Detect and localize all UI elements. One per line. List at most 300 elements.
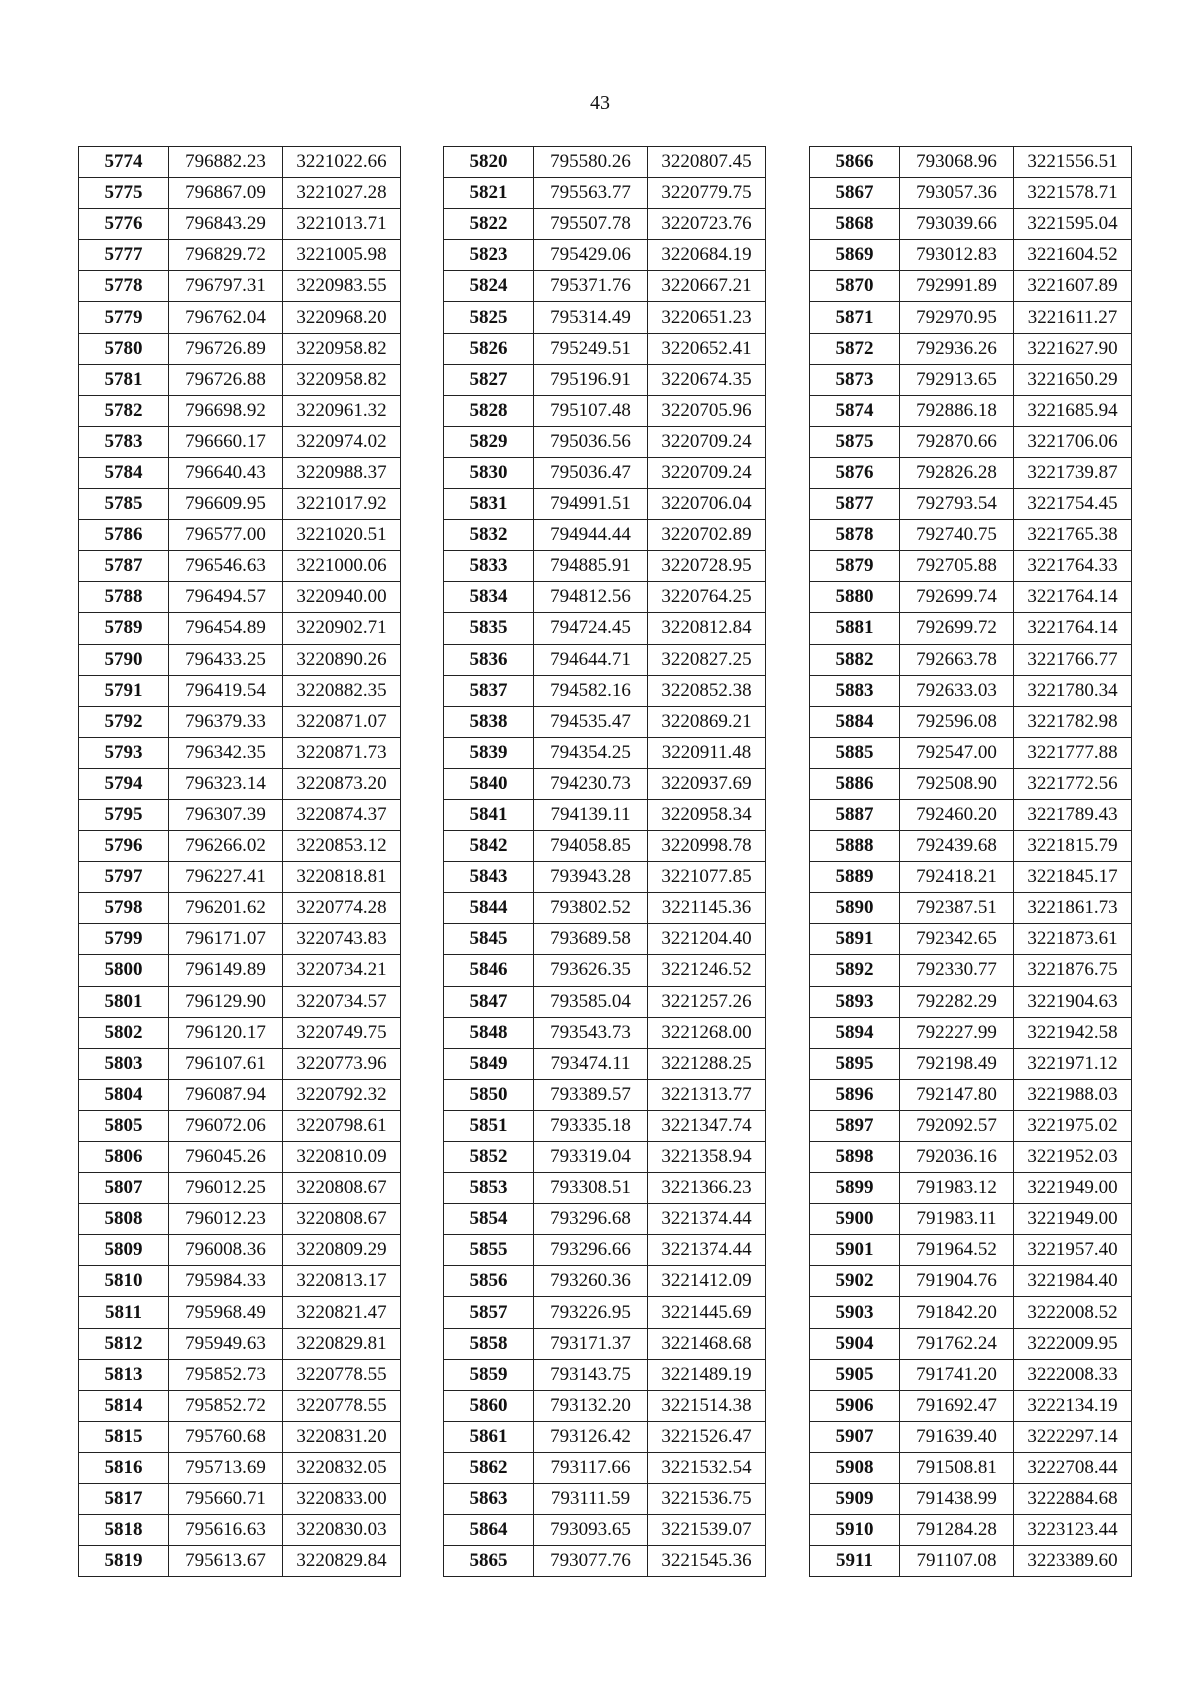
point-id-cell: 5868 xyxy=(810,209,900,240)
coordinate-x-cell: 791964.52 xyxy=(900,1235,1014,1266)
table-row xyxy=(810,1142,1132,1173)
coordinate-x-cell: 793068.96 xyxy=(900,147,1014,178)
table-row xyxy=(444,1048,766,1079)
point-id-cell: 5904 xyxy=(810,1328,900,1359)
point-id-cell: 5884 xyxy=(810,706,900,737)
table-row xyxy=(444,1235,766,1266)
coordinate-x-cell: 792460.20 xyxy=(900,799,1014,830)
coordinate-y-cell: 3220911.48 xyxy=(648,737,766,768)
table-row xyxy=(810,489,1132,520)
coordinate-y-cell: 3221772.56 xyxy=(1014,768,1132,799)
coordinate-y-cell: 3220702.89 xyxy=(648,520,766,551)
coordinate-x-cell: 791983.11 xyxy=(900,1204,1014,1235)
point-id-cell: 5840 xyxy=(444,768,534,799)
coordinate-y-cell: 3222708.44 xyxy=(1014,1452,1132,1483)
point-id-cell: 5891 xyxy=(810,924,900,955)
point-id-cell: 5800 xyxy=(79,955,169,986)
coordinate-y-cell: 3222884.68 xyxy=(1014,1484,1132,1515)
table-row xyxy=(810,1110,1132,1141)
point-id-cell: 5873 xyxy=(810,364,900,395)
coordinate-x-cell: 796726.89 xyxy=(169,333,283,364)
point-id-cell: 5911 xyxy=(810,1546,900,1577)
coordinate-x-cell: 792342.65 xyxy=(900,924,1014,955)
point-id-cell: 5829 xyxy=(444,426,534,457)
table-row xyxy=(79,1235,401,1266)
coordinate-x-cell: 796797.31 xyxy=(169,271,283,302)
coordinate-y-cell: 3220812.84 xyxy=(648,613,766,644)
table-row xyxy=(444,1266,766,1297)
coordinate-x-cell: 794582.16 xyxy=(534,675,648,706)
point-id-cell: 5906 xyxy=(810,1390,900,1421)
coordinate-x-cell: 792913.65 xyxy=(900,364,1014,395)
table-row xyxy=(79,240,401,271)
table-row xyxy=(79,986,401,1017)
coordinate-y-cell: 3221988.03 xyxy=(1014,1079,1132,1110)
point-id-cell: 5893 xyxy=(810,986,900,1017)
coordinate-x-cell: 794058.85 xyxy=(534,831,648,862)
point-id-cell: 5882 xyxy=(810,644,900,675)
table-row xyxy=(79,333,401,364)
point-id-cell: 5826 xyxy=(444,333,534,364)
coordinate-x-cell: 791284.28 xyxy=(900,1515,1014,1546)
table-row xyxy=(79,799,401,830)
table-row xyxy=(810,955,1132,986)
table-row xyxy=(79,1017,401,1048)
table-row xyxy=(810,986,1132,1017)
coordinate-y-cell: 3221374.44 xyxy=(648,1204,766,1235)
table-row xyxy=(444,1079,766,1110)
point-id-cell: 5827 xyxy=(444,364,534,395)
coordinate-x-cell: 793057.36 xyxy=(900,178,1014,209)
coordinate-y-cell: 3221366.23 xyxy=(648,1173,766,1204)
coordinate-x-cell: 796307.39 xyxy=(169,799,283,830)
coordinate-y-cell: 3220723.76 xyxy=(648,209,766,240)
coordinate-x-cell: 792227.99 xyxy=(900,1017,1014,1048)
coordinate-x-cell: 796882.23 xyxy=(169,147,283,178)
point-id-cell: 5817 xyxy=(79,1484,169,1515)
coordinate-y-cell: 3221764.14 xyxy=(1014,613,1132,644)
point-id-cell: 5866 xyxy=(810,147,900,178)
coordinate-x-cell: 794812.56 xyxy=(534,582,648,613)
point-id-cell: 5908 xyxy=(810,1452,900,1483)
coordinate-y-cell: 3222009.95 xyxy=(1014,1328,1132,1359)
coordinate-x-cell: 795036.56 xyxy=(534,426,648,457)
table-row xyxy=(79,489,401,520)
point-id-cell: 5900 xyxy=(810,1204,900,1235)
table-row xyxy=(444,831,766,862)
table-row xyxy=(444,1173,766,1204)
coordinate-y-cell: 3220829.81 xyxy=(283,1328,401,1359)
point-id-cell: 5782 xyxy=(79,395,169,426)
coordinate-x-cell: 792036.16 xyxy=(900,1142,1014,1173)
table-row xyxy=(79,1110,401,1141)
point-id-cell: 5828 xyxy=(444,395,534,426)
point-id-cell: 5898 xyxy=(810,1142,900,1173)
table-row xyxy=(444,706,766,737)
table-row xyxy=(810,147,1132,178)
coordinate-y-cell: 3221288.25 xyxy=(648,1048,766,1079)
coordinate-y-cell: 3221789.43 xyxy=(1014,799,1132,830)
coordinate-y-cell: 3221536.75 xyxy=(648,1484,766,1515)
table-row xyxy=(810,644,1132,675)
coordinate-y-cell: 3220958.34 xyxy=(648,799,766,830)
coordinate-y-cell: 3220890.26 xyxy=(283,644,401,675)
table-row xyxy=(810,706,1132,737)
coordinate-x-cell: 795968.49 xyxy=(169,1297,283,1328)
coordinate-x-cell: 796227.41 xyxy=(169,862,283,893)
point-id-cell: 5778 xyxy=(79,271,169,302)
coordinate-y-cell: 3221780.34 xyxy=(1014,675,1132,706)
coordinate-x-cell: 794139.11 xyxy=(534,799,648,830)
coordinate-y-cell: 3220809.29 xyxy=(283,1235,401,1266)
point-id-cell: 5888 xyxy=(810,831,900,862)
table-row xyxy=(444,147,766,178)
table-row xyxy=(444,1017,766,1048)
point-id-cell: 5855 xyxy=(444,1235,534,1266)
coordinate-x-cell: 793585.04 xyxy=(534,986,648,1017)
table-row xyxy=(444,613,766,644)
table-row xyxy=(810,302,1132,333)
coordinate-x-cell: 796008.36 xyxy=(169,1235,283,1266)
point-id-cell: 5903 xyxy=(810,1297,900,1328)
coordinate-x-cell: 795713.69 xyxy=(169,1452,283,1483)
coordinate-y-cell: 3220728.95 xyxy=(648,551,766,582)
point-id-cell: 5775 xyxy=(79,178,169,209)
coordinate-x-cell: 792439.68 xyxy=(900,831,1014,862)
coordinate-x-cell: 794944.44 xyxy=(534,520,648,551)
point-id-cell: 5799 xyxy=(79,924,169,955)
coordinate-x-cell: 791842.20 xyxy=(900,1297,1014,1328)
coordinate-x-cell: 793093.65 xyxy=(534,1515,648,1546)
coordinate-y-cell: 3220940.00 xyxy=(283,582,401,613)
coordinate-x-cell: 792147.80 xyxy=(900,1079,1014,1110)
table-row xyxy=(444,768,766,799)
coordinate-x-cell: 792633.03 xyxy=(900,675,1014,706)
point-id-cell: 5886 xyxy=(810,768,900,799)
point-id-cell: 5786 xyxy=(79,520,169,551)
table-row xyxy=(810,364,1132,395)
table-row xyxy=(810,240,1132,271)
coordinate-y-cell: 3223389.60 xyxy=(1014,1546,1132,1577)
point-id-cell: 5844 xyxy=(444,893,534,924)
table-row xyxy=(810,1359,1132,1390)
point-id-cell: 5862 xyxy=(444,1452,534,1483)
table-row xyxy=(79,1297,401,1328)
coordinate-x-cell: 796494.57 xyxy=(169,582,283,613)
point-id-cell: 5811 xyxy=(79,1297,169,1328)
table-row xyxy=(79,147,401,178)
coordinate-y-cell: 3221347.74 xyxy=(648,1110,766,1141)
coordinate-y-cell: 3220882.35 xyxy=(283,675,401,706)
coordinate-y-cell: 3221539.07 xyxy=(648,1515,766,1546)
coordinate-y-cell: 3221782.98 xyxy=(1014,706,1132,737)
point-id-cell: 5850 xyxy=(444,1079,534,1110)
table-row xyxy=(444,893,766,924)
point-id-cell: 5838 xyxy=(444,706,534,737)
coordinate-y-cell: 3220734.21 xyxy=(283,955,401,986)
point-id-cell: 5809 xyxy=(79,1235,169,1266)
point-id-cell: 5881 xyxy=(810,613,900,644)
point-id-cell: 5857 xyxy=(444,1297,534,1328)
point-id-cell: 5785 xyxy=(79,489,169,520)
table-row xyxy=(79,924,401,955)
table-row xyxy=(444,178,766,209)
point-id-cell: 5901 xyxy=(810,1235,900,1266)
point-id-cell: 5801 xyxy=(79,986,169,1017)
point-id-cell: 5813 xyxy=(79,1359,169,1390)
table-row xyxy=(444,426,766,457)
point-id-cell: 5845 xyxy=(444,924,534,955)
coordinate-y-cell: 3221764.14 xyxy=(1014,582,1132,613)
coordinate-x-cell: 796149.89 xyxy=(169,955,283,986)
coordinate-x-cell: 792547.00 xyxy=(900,737,1014,768)
point-id-cell: 5776 xyxy=(79,209,169,240)
coordinate-y-cell: 3220709.24 xyxy=(648,426,766,457)
coordinate-y-cell: 3220832.05 xyxy=(283,1452,401,1483)
coordinate-x-cell: 796843.29 xyxy=(169,209,283,240)
point-id-cell: 5788 xyxy=(79,582,169,613)
coordinate-y-cell: 3220902.71 xyxy=(283,613,401,644)
point-id-cell: 5890 xyxy=(810,893,900,924)
coordinate-x-cell: 796433.25 xyxy=(169,644,283,675)
coordinate-x-cell: 794991.51 xyxy=(534,489,648,520)
point-id-cell: 5885 xyxy=(810,737,900,768)
point-id-cell: 5880 xyxy=(810,582,900,613)
point-id-cell: 5818 xyxy=(79,1515,169,1546)
coordinate-x-cell: 795984.33 xyxy=(169,1266,283,1297)
coordinate-x-cell: 792936.26 xyxy=(900,333,1014,364)
coordinate-x-cell: 792991.89 xyxy=(900,271,1014,302)
table-row xyxy=(444,675,766,706)
table-row xyxy=(79,1515,401,1546)
coordinate-y-cell: 3220684.19 xyxy=(648,240,766,271)
point-id-cell: 5856 xyxy=(444,1266,534,1297)
coordinate-x-cell: 793389.57 xyxy=(534,1079,648,1110)
point-id-cell: 5831 xyxy=(444,489,534,520)
coordinate-x-cell: 793039.66 xyxy=(900,209,1014,240)
coordinate-x-cell: 796323.14 xyxy=(169,768,283,799)
table-row xyxy=(79,1421,401,1452)
point-id-cell: 5808 xyxy=(79,1204,169,1235)
point-id-cell: 5843 xyxy=(444,862,534,893)
point-id-cell: 5848 xyxy=(444,1017,534,1048)
table-row xyxy=(810,1173,1132,1204)
point-id-cell: 5822 xyxy=(444,209,534,240)
point-id-cell: 5859 xyxy=(444,1359,534,1390)
point-id-cell: 5781 xyxy=(79,364,169,395)
point-id-cell: 5814 xyxy=(79,1390,169,1421)
table-row xyxy=(79,737,401,768)
point-id-cell: 5861 xyxy=(444,1421,534,1452)
point-id-cell: 5841 xyxy=(444,799,534,830)
coordinate-y-cell: 3220829.84 xyxy=(283,1546,401,1577)
coordinate-x-cell: 791904.76 xyxy=(900,1266,1014,1297)
coordinate-y-cell: 3222008.33 xyxy=(1014,1359,1132,1390)
table-row xyxy=(810,862,1132,893)
coordinate-x-cell: 791508.81 xyxy=(900,1452,1014,1483)
table-row xyxy=(79,271,401,302)
coordinate-y-cell: 3220813.17 xyxy=(283,1266,401,1297)
coordinate-x-cell: 794354.25 xyxy=(534,737,648,768)
point-id-cell: 5871 xyxy=(810,302,900,333)
coordinate-x-cell: 795660.71 xyxy=(169,1484,283,1515)
coordinate-y-cell: 3220764.25 xyxy=(648,582,766,613)
coordinate-y-cell: 3220705.96 xyxy=(648,395,766,426)
coordinate-y-cell: 3221445.69 xyxy=(648,1297,766,1328)
coordinate-y-cell: 3221526.47 xyxy=(648,1421,766,1452)
coordinate-y-cell: 3220830.03 xyxy=(283,1515,401,1546)
table-row xyxy=(79,644,401,675)
coordinate-y-cell: 3221611.27 xyxy=(1014,302,1132,333)
coordinate-y-cell: 3220749.75 xyxy=(283,1017,401,1048)
coordinate-x-cell: 793012.83 xyxy=(900,240,1014,271)
table-row xyxy=(444,489,766,520)
table-row xyxy=(810,675,1132,706)
point-id-cell: 5875 xyxy=(810,426,900,457)
coordinate-y-cell: 3221077.85 xyxy=(648,862,766,893)
table-row xyxy=(79,395,401,426)
coordinate-y-cell: 3221013.71 xyxy=(283,209,401,240)
table-row xyxy=(810,1297,1132,1328)
coordinate-y-cell: 3221578.71 xyxy=(1014,178,1132,209)
coordinate-y-cell: 3220706.04 xyxy=(648,489,766,520)
table-row xyxy=(444,582,766,613)
coordinate-y-cell: 3220734.57 xyxy=(283,986,401,1017)
coordinate-x-cell: 792740.75 xyxy=(900,520,1014,551)
coordinate-y-cell: 3220871.07 xyxy=(283,706,401,737)
table-row xyxy=(444,520,766,551)
table-row xyxy=(79,582,401,613)
coordinate-x-cell: 794724.45 xyxy=(534,613,648,644)
point-id-cell: 5887 xyxy=(810,799,900,830)
coordinate-y-cell: 3221984.40 xyxy=(1014,1266,1132,1297)
coordinate-y-cell: 3221017.92 xyxy=(283,489,401,520)
coordinate-x-cell: 792508.90 xyxy=(900,768,1014,799)
coordinate-table-left xyxy=(78,146,401,1577)
point-id-cell: 5816 xyxy=(79,1452,169,1483)
coordinate-x-cell: 796762.04 xyxy=(169,302,283,333)
table-row xyxy=(444,333,766,364)
table-row xyxy=(444,240,766,271)
coordinate-y-cell: 3220871.73 xyxy=(283,737,401,768)
table-row xyxy=(810,737,1132,768)
coordinate-table-middle xyxy=(443,146,766,1577)
coordinate-x-cell: 792886.18 xyxy=(900,395,1014,426)
point-id-cell: 5790 xyxy=(79,644,169,675)
coordinate-x-cell: 796726.88 xyxy=(169,364,283,395)
table-row xyxy=(810,1079,1132,1110)
point-id-cell: 5821 xyxy=(444,178,534,209)
coordinate-y-cell: 3220998.78 xyxy=(648,831,766,862)
point-id-cell: 5851 xyxy=(444,1110,534,1141)
coordinate-y-cell: 3221374.44 xyxy=(648,1235,766,1266)
coordinate-y-cell: 3220778.55 xyxy=(283,1390,401,1421)
table-row xyxy=(79,1484,401,1515)
table-row xyxy=(444,924,766,955)
coordinate-y-cell: 3221952.03 xyxy=(1014,1142,1132,1173)
table-row xyxy=(810,1048,1132,1079)
coordinate-y-cell: 3220968.20 xyxy=(283,302,401,333)
point-id-cell: 5777 xyxy=(79,240,169,271)
coordinate-y-cell: 3220674.35 xyxy=(648,364,766,395)
point-id-cell: 5879 xyxy=(810,551,900,582)
coordinate-x-cell: 796577.00 xyxy=(169,520,283,551)
point-id-cell: 5905 xyxy=(810,1359,900,1390)
point-id-cell: 5853 xyxy=(444,1173,534,1204)
point-id-cell: 5834 xyxy=(444,582,534,613)
table-row xyxy=(810,1235,1132,1266)
coordinate-y-cell: 3220827.25 xyxy=(648,644,766,675)
coordinate-x-cell: 793943.28 xyxy=(534,862,648,893)
coordinate-y-cell: 3220958.82 xyxy=(283,333,401,364)
table-row xyxy=(810,457,1132,488)
coordinate-x-cell: 793226.95 xyxy=(534,1297,648,1328)
table-row xyxy=(79,1173,401,1204)
point-id-cell: 5878 xyxy=(810,520,900,551)
table-row xyxy=(810,1546,1132,1577)
coordinate-x-cell: 795107.48 xyxy=(534,395,648,426)
coordinate-y-cell: 3220773.96 xyxy=(283,1048,401,1079)
point-id-cell: 5833 xyxy=(444,551,534,582)
coordinate-y-cell: 3220651.23 xyxy=(648,302,766,333)
coordinate-x-cell: 795371.76 xyxy=(534,271,648,302)
coordinate-y-cell: 3221876.75 xyxy=(1014,955,1132,986)
table-row xyxy=(444,955,766,986)
point-id-cell: 5877 xyxy=(810,489,900,520)
coordinate-y-cell: 3221412.09 xyxy=(648,1266,766,1297)
table-row xyxy=(444,862,766,893)
point-id-cell: 5802 xyxy=(79,1017,169,1048)
table-row xyxy=(444,364,766,395)
coordinate-x-cell: 795429.06 xyxy=(534,240,648,271)
coordinate-y-cell: 3220852.38 xyxy=(648,675,766,706)
point-id-cell: 5825 xyxy=(444,302,534,333)
point-id-cell: 5842 xyxy=(444,831,534,862)
coordinate-x-cell: 793143.75 xyxy=(534,1359,648,1390)
table-row xyxy=(444,1110,766,1141)
coordinate-x-cell: 796342.35 xyxy=(169,737,283,768)
point-id-cell: 5797 xyxy=(79,862,169,893)
table-row xyxy=(810,1484,1132,1515)
coordinate-y-cell: 3221556.51 xyxy=(1014,147,1132,178)
coordinate-y-cell: 3220874.37 xyxy=(283,799,401,830)
point-id-cell: 5836 xyxy=(444,644,534,675)
coordinate-x-cell: 795580.26 xyxy=(534,147,648,178)
coordinate-x-cell: 792387.51 xyxy=(900,893,1014,924)
coordinate-x-cell: 793626.35 xyxy=(534,955,648,986)
coordinate-x-cell: 796087.94 xyxy=(169,1079,283,1110)
coordinate-x-cell: 795314.49 xyxy=(534,302,648,333)
table-row xyxy=(444,1359,766,1390)
table-row xyxy=(444,737,766,768)
point-id-cell: 5869 xyxy=(810,240,900,271)
table-row xyxy=(444,271,766,302)
table-row xyxy=(444,209,766,240)
point-id-cell: 5883 xyxy=(810,675,900,706)
table-row xyxy=(444,1204,766,1235)
coordinate-y-cell: 3223123.44 xyxy=(1014,1515,1132,1546)
coordinate-y-cell: 3221204.40 xyxy=(648,924,766,955)
coordinate-y-cell: 3221957.40 xyxy=(1014,1235,1132,1266)
coordinate-y-cell: 3221532.54 xyxy=(648,1452,766,1483)
coordinate-x-cell: 792198.49 xyxy=(900,1048,1014,1079)
point-id-cell: 5815 xyxy=(79,1421,169,1452)
point-id-cell: 5824 xyxy=(444,271,534,302)
table-row xyxy=(79,675,401,706)
coordinate-x-cell: 792418.21 xyxy=(900,862,1014,893)
coordinate-x-cell: 795196.91 xyxy=(534,364,648,395)
table-row xyxy=(79,1359,401,1390)
